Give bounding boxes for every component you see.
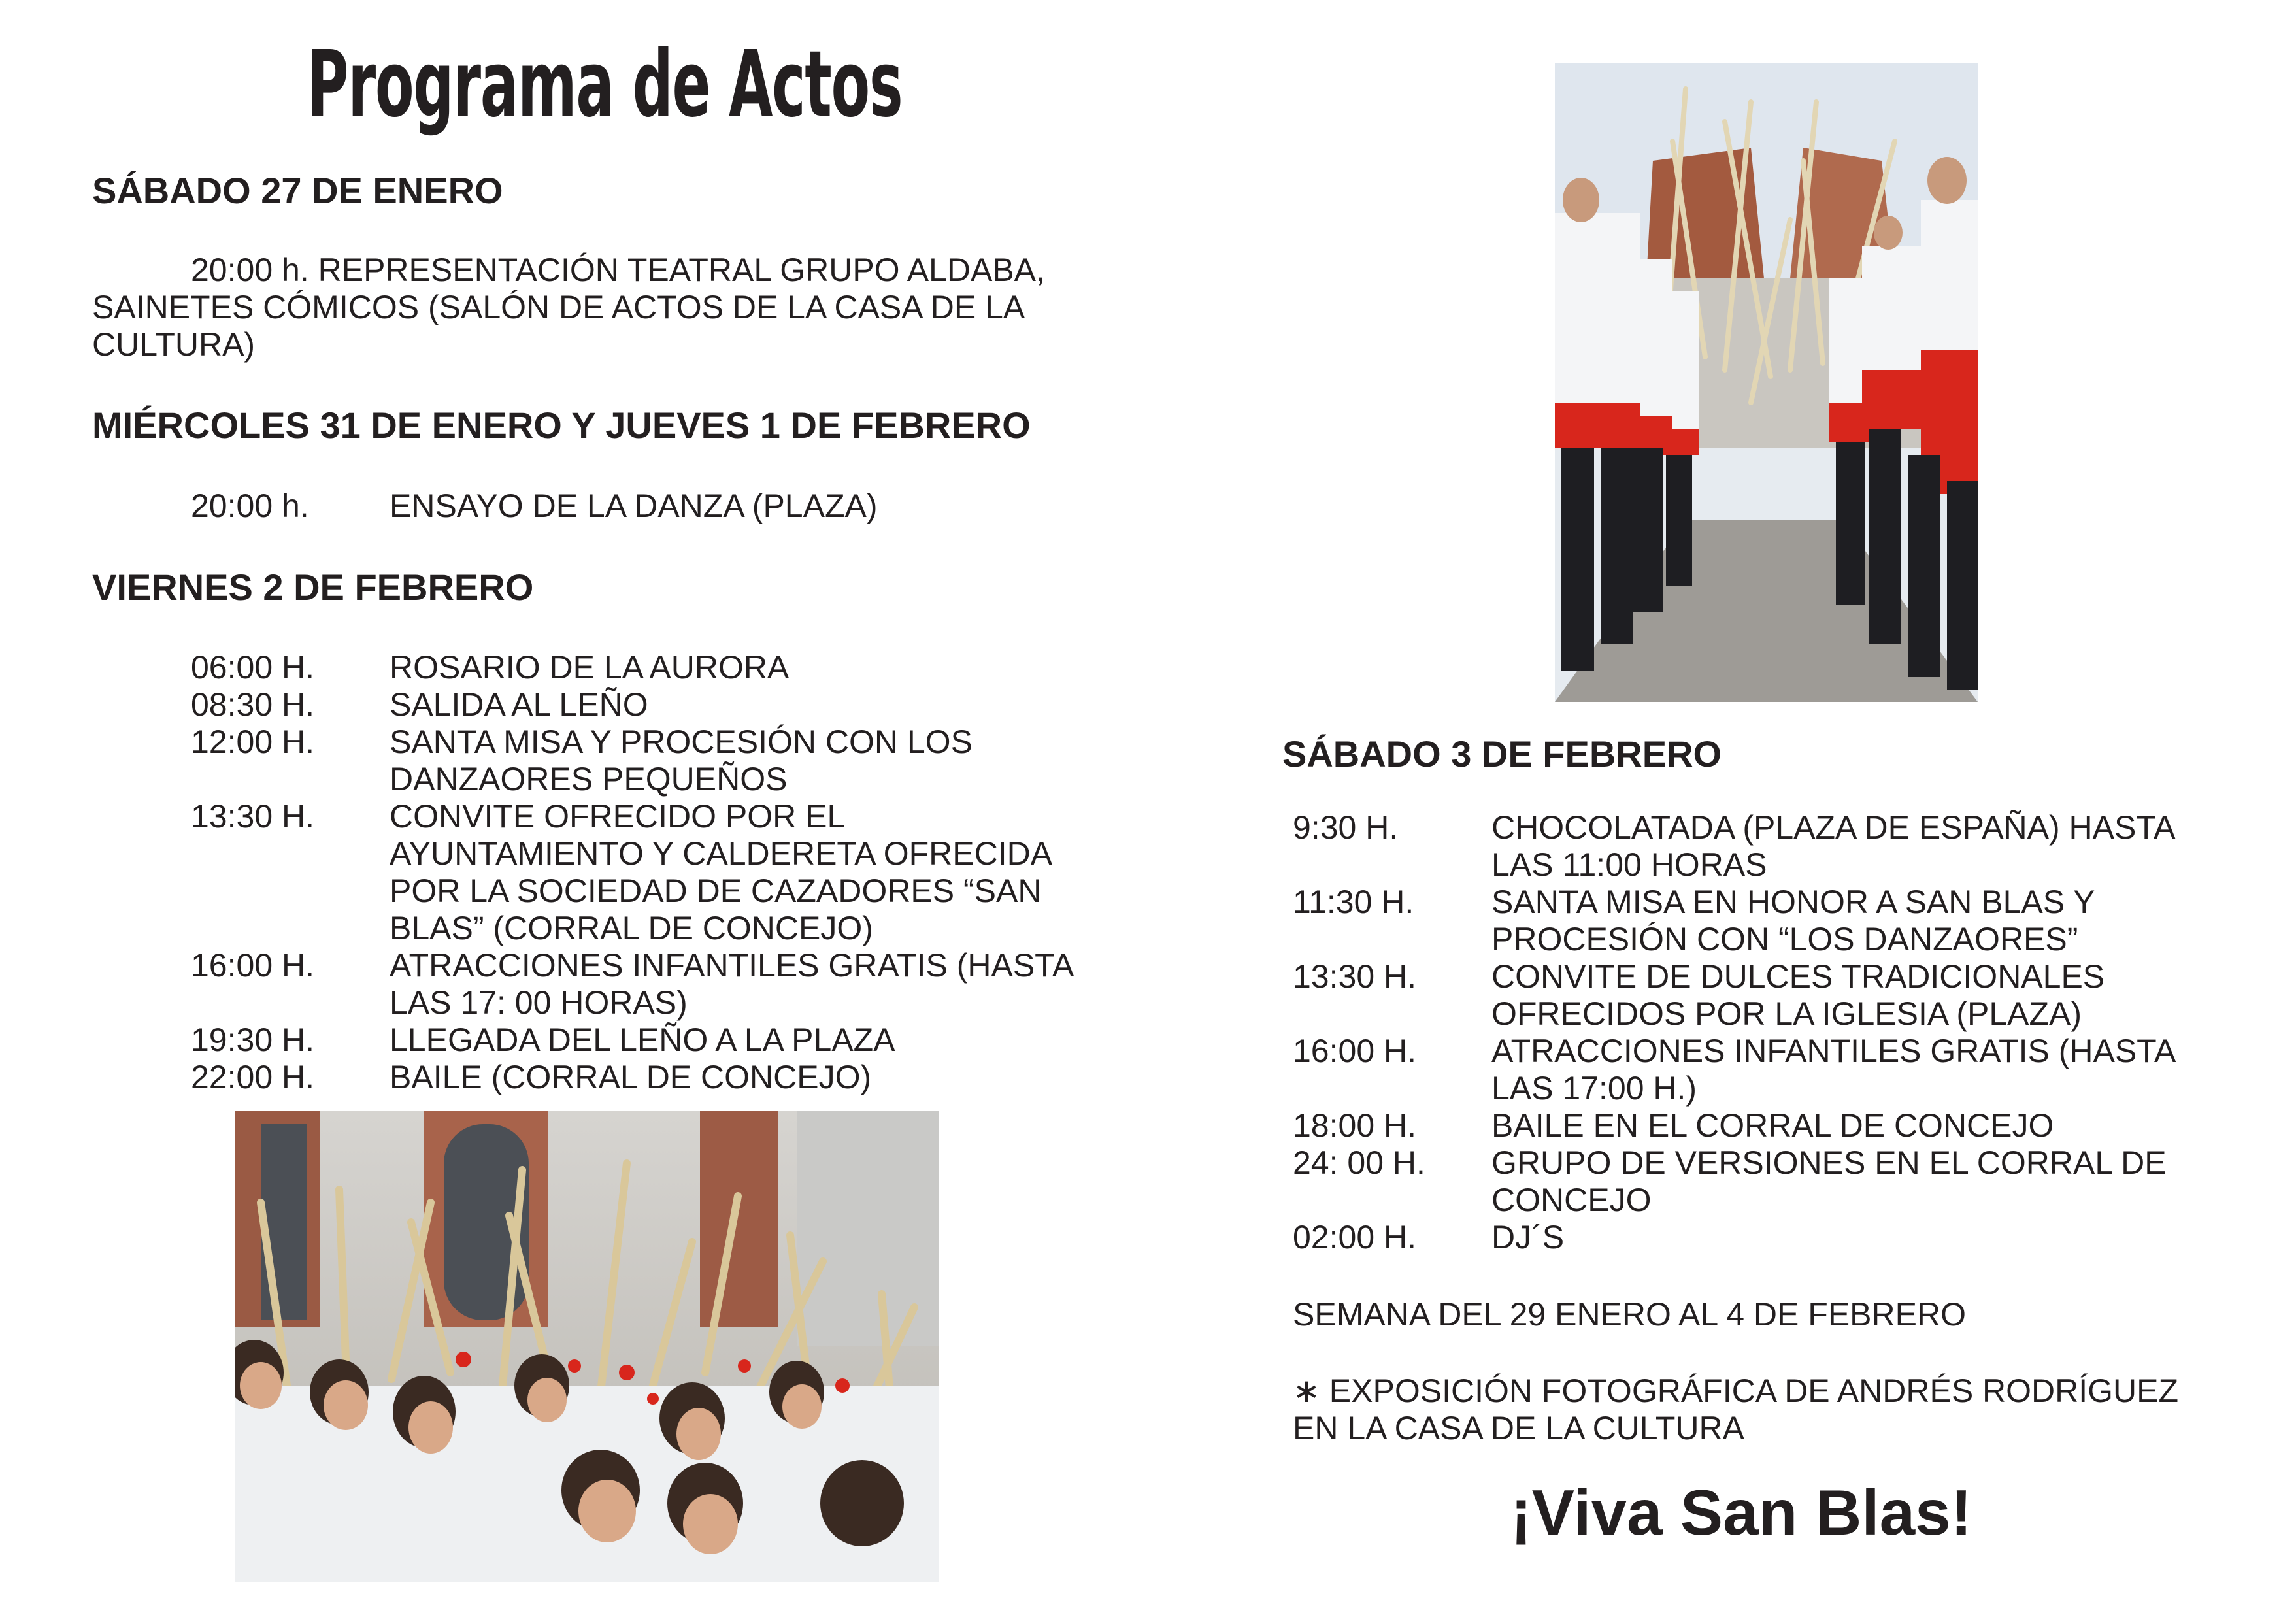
event-description: SALIDA AL LEÑO [390, 686, 648, 723]
event-time: 02:00 H. [1293, 1219, 1417, 1256]
list-item [191, 649, 1106, 686]
list-item [191, 798, 1106, 947]
list-item [191, 947, 1106, 1022]
day-heading-sabado-3: SÁBADO 3 DE FEBRERO [1282, 733, 1722, 774]
event-description: GRUPO DE VERSIONES EN EL CORRAL DE CONCEJO [1491, 1144, 2167, 1218]
event-description: ENSAYO DE LA DANZA (PLAZA) [390, 488, 878, 524]
event-time: 18:00 H. [1293, 1107, 1417, 1144]
exhibition-line-1: ∗ EXPOSICIÓN FOTOGRÁFICA DE ANDRÉS RODRÍGUEZ [1293, 1373, 2179, 1409]
event-description: CONVITE DE DULCES TRADICIONALES OFRECIDOS POR LA IGLESIA (PLAZA) [1491, 958, 2105, 1032]
list-item [1293, 1107, 2247, 1144]
list-item [1293, 1033, 2247, 1107]
event-time: 22:00 H. [191, 1059, 315, 1095]
day-heading-viernes-2: VIERNES 2 DE FEBRERO [92, 567, 534, 608]
event-description: ROSARIO DE LA AURORA [390, 649, 790, 686]
day1-line-3: CULTURA) [92, 326, 256, 363]
event-time: 20:00 h. [191, 488, 309, 524]
list-item [191, 724, 1014, 798]
event-time: 06:00 H. [191, 649, 315, 686]
week-note: SEMANA DEL 29 ENERO AL 4 DE FEBRERO [1293, 1296, 1966, 1333]
day1-line-2: SAINETES CÓMICOS (SALÓN DE ACTOS DE LA CASA DE LA [92, 289, 1025, 325]
event-description: ATRACCIONES INFANTILES GRATIS (HASTA LAS 17: 00 HORAS) [390, 947, 1073, 1021]
event-description: CONVITE OFRECIDO POR EL AYUNTAMIENTO Y CALDERETA OFRECIDA POR LA SOCIEDAD DE CAZADORES “SAN BLAS” (CORRAL DE CONCEJO) [390, 798, 1051, 946]
right-panel [1148, 0, 2296, 1615]
event-description: BAILE EN EL CORRAL DE CONCEJO [1491, 1107, 2054, 1144]
event-time: 12:00 H. [191, 724, 315, 760]
dancers-photo [235, 1111, 939, 1582]
list-item [1293, 1219, 2247, 1256]
list-item [191, 1022, 1106, 1059]
list-item [1293, 958, 2247, 1033]
list-item [191, 686, 1106, 724]
list-item [1293, 1144, 2247, 1219]
day-heading-miercoles-31: MIÉRCOLES 31 DE ENERO Y JUEVES 1 DE FEBRERO [92, 405, 1031, 446]
event-time: 11:30 H. [1293, 884, 1414, 920]
exhibition-line-2: EN LA CASA DE LA CULTURA [1293, 1410, 1744, 1446]
list-item [191, 1059, 1106, 1096]
event-description: ATRACCIONES INFANTILES GRATIS (HASTA LAS 17:00 H.) [1491, 1033, 2174, 1107]
page-title: Programa de Actos [307, 31, 903, 138]
day-heading-sabado-27: SÁBADO 27 DE ENERO [92, 170, 503, 211]
event-description: SANTA MISA Y PROCESIÓN CON LOS DANZAORES PEQUEÑOS [390, 724, 973, 797]
event-time: 24: 00 H. [1293, 1144, 1425, 1181]
list-item [191, 488, 1106, 525]
day1-line-1: 20:00 h. REPRESENTACIÓN TEATRAL GRUPO ALDABA, [191, 252, 1045, 288]
event-description: CHOCOLATADA (PLAZA DE ESPAÑA) HASTA LAS 11:00 HORAS [1491, 809, 2174, 883]
danzaores-arch-photo [1555, 63, 1978, 702]
event-description: LLEGADA DEL LEÑO A LA PLAZA [390, 1022, 895, 1058]
event-time: 08:30 H. [191, 686, 315, 723]
event-time: 16:00 H. [1293, 1033, 1417, 1069]
event-description: DJ´S [1491, 1219, 1565, 1256]
event-time: 13:30 H. [1293, 958, 1417, 995]
event-time: 16:00 H. [191, 947, 315, 984]
list-item [1293, 884, 2247, 958]
event-time: 9:30 H. [1293, 809, 1399, 846]
event-description: SANTA MISA EN HONOR A SAN BLAS Y PROCESIÓN CON “LOS DANZAORES” [1491, 884, 2095, 957]
list-item [1293, 809, 2247, 884]
event-time: 19:30 H. [191, 1022, 315, 1058]
event-description: BAILE (CORRAL DE CONCEJO) [390, 1059, 872, 1095]
event-time: 13:30 H. [191, 798, 315, 835]
closing-slogan: ¡Viva San Blas! [1510, 1476, 1972, 1548]
